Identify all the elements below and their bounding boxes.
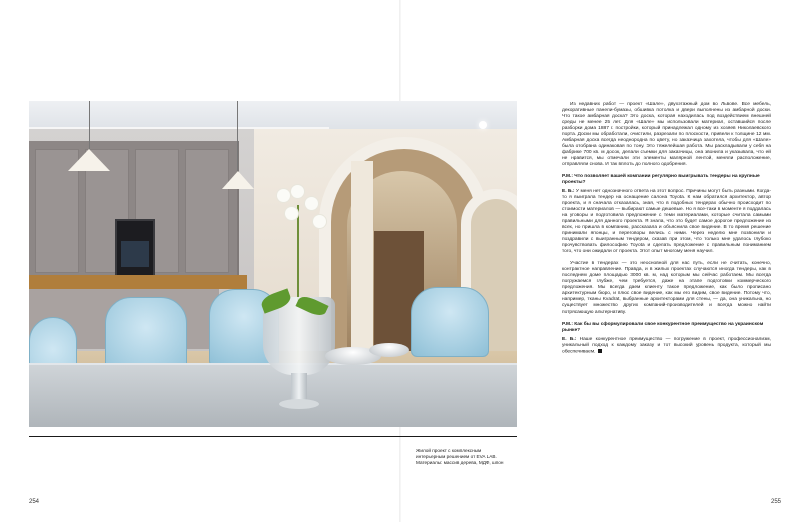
orchid-flower: [291, 185, 304, 198]
page-number-left: 254: [29, 499, 40, 505]
orchid-stem: [297, 205, 299, 301]
interview-question: P.M.: Что позволяет вашей компании регулярно выигрывать тендеры на крупные проекты?: [562, 174, 760, 186]
answer-text: Наше конкурентное преимущество — погружение в проект, профессионализм, уникальный подход к каждому заказу и тот высокий уровень продукта, который мы обеспечиваем.: [562, 336, 771, 354]
orchid-flower: [313, 215, 326, 228]
oven-glass: [121, 241, 149, 267]
ceiling: [29, 101, 517, 129]
tufted-chair: [411, 287, 489, 357]
caption-line: Материалы: массив дерева, МДФ, шпон: [416, 460, 504, 465]
cabinet-panel: [185, 149, 229, 273]
ceiling-spotlight: [479, 121, 487, 129]
photo-caption: [416, 448, 517, 466]
orchid-flower: [277, 189, 290, 202]
answer-text: У меня нет однозначного ответа на этот вопрос. Причины могут быть разными. Когда-то я выиграла тендер на оснащение салона Toyota. К нам обратился архитектор, автор проекта, и я сначала отказалась, зная, что в подобных тендерах обычно происходит по стоимости материалов — выбирают самые дешевые. Но я все-таки в моменте я поддалась на уговоры и подготовила предложение с теми материалами, которые считала самыми правильными для данного проекта. Я знала, что это будет самое дорогое предложение из всех, но пришла в компанию, рассказала и объяснила свое видение. В то время решение принимали японцы, и переговоры велись с ними. Через неделю мне позвонили и поздравили с выигранным тендером, сказав при этом, что только мне удалось глубоко прочувствовать философию Toyota и сделать предложение с правильным пониманием того, что они ожидали от проекта. Этот опыт многому меня научил.: [562, 189, 771, 255]
end-of-article-icon: [598, 349, 602, 353]
pendant-cord: [89, 101, 90, 149]
wooden-countertop: [29, 275, 247, 289]
interior-photo: [29, 101, 517, 427]
article-paragraph: Из недавних работ — проект «Шале», двухэтажный дом во Львове. Все мебель, декоративные панели-бумазы, обшивка потолка и двери выполнены из амбарной доски. Что такое амбарная доска? Это доска, которая находилась под воздействием внешней среды не менее 25 лет. Для «Шале» мы использовали материал, оставшийся после разборки дома 1887 г. постройки, который принадлежал одному из хозяев Николаевского порта. Доски мы обработали, очистили, разрезали по плоскости, привели к толщине 12 мм. Амбарная доска всегда неоднородна по цвету, но заказчица захотела, чтобы для «Шале» была отобрана одинаковая по тону. Это тяжелейшая работа. Мы раскладывали у себя на фабрике 700 кв. м досок, делали съемки для заказчицы, она звонила и указывала, что ей не нравится, мы отмечали эти элементы малярной лентой, меняли расположение, отправляли снова. И так вплоть до полного одобрения.: [562, 102, 771, 168]
interview-answer: [562, 337, 771, 355]
built-in-oven: [115, 219, 155, 277]
speaker-label: Е. Б.:: [562, 336, 577, 342]
speaker-label: Е. Б.:: [562, 189, 575, 195]
column: [351, 161, 373, 371]
vase-foot: [279, 399, 319, 409]
interview-question: P.M.: Как бы вы сформулировали свое конкурентное преимущество на украинском рынке?: [562, 321, 764, 333]
pendant-lamp-icon: [222, 171, 254, 189]
dining-table: [29, 363, 517, 427]
article-paragraph: Участие в тендерах — это неосновной для нас путь, если не считать, конечно, контрактное направление. Правда, и в жилых проектах случаются иногда тендеры, как в последнем доме площадью 3000 кв. м, над которым мы сейчас работаем. Мы всегда погружаемся глубже, чем требуется, даже на этапе подготовки коммерческого предложения. Мы всегда даем клиенту такое предложение, как было прописано архитектурным бюро, и плюс свое видение, как мы его видим, свое видение. Потому что, например, тканы Kvadrat, выбранные архитекторами для стены, — да, она уникальна, но существует множество других компаний-производителей и всегда можно найти потрясающую альтернативу.: [562, 261, 771, 315]
caption-rule: [29, 436, 517, 437]
caption-line: интерьерным решением от EVA LAB.: [416, 454, 497, 459]
pendant-lamp-icon: [68, 149, 110, 171]
article-column: [562, 102, 771, 361]
page-number-right: 255: [771, 499, 782, 505]
orchid-flower: [305, 197, 318, 210]
interview-answer: [562, 189, 771, 255]
orchid-flower: [285, 207, 298, 220]
silver-bowl: [369, 343, 409, 357]
pendant-cord: [237, 101, 238, 171]
caption-line: Жилой проект с комплексным: [416, 448, 482, 453]
